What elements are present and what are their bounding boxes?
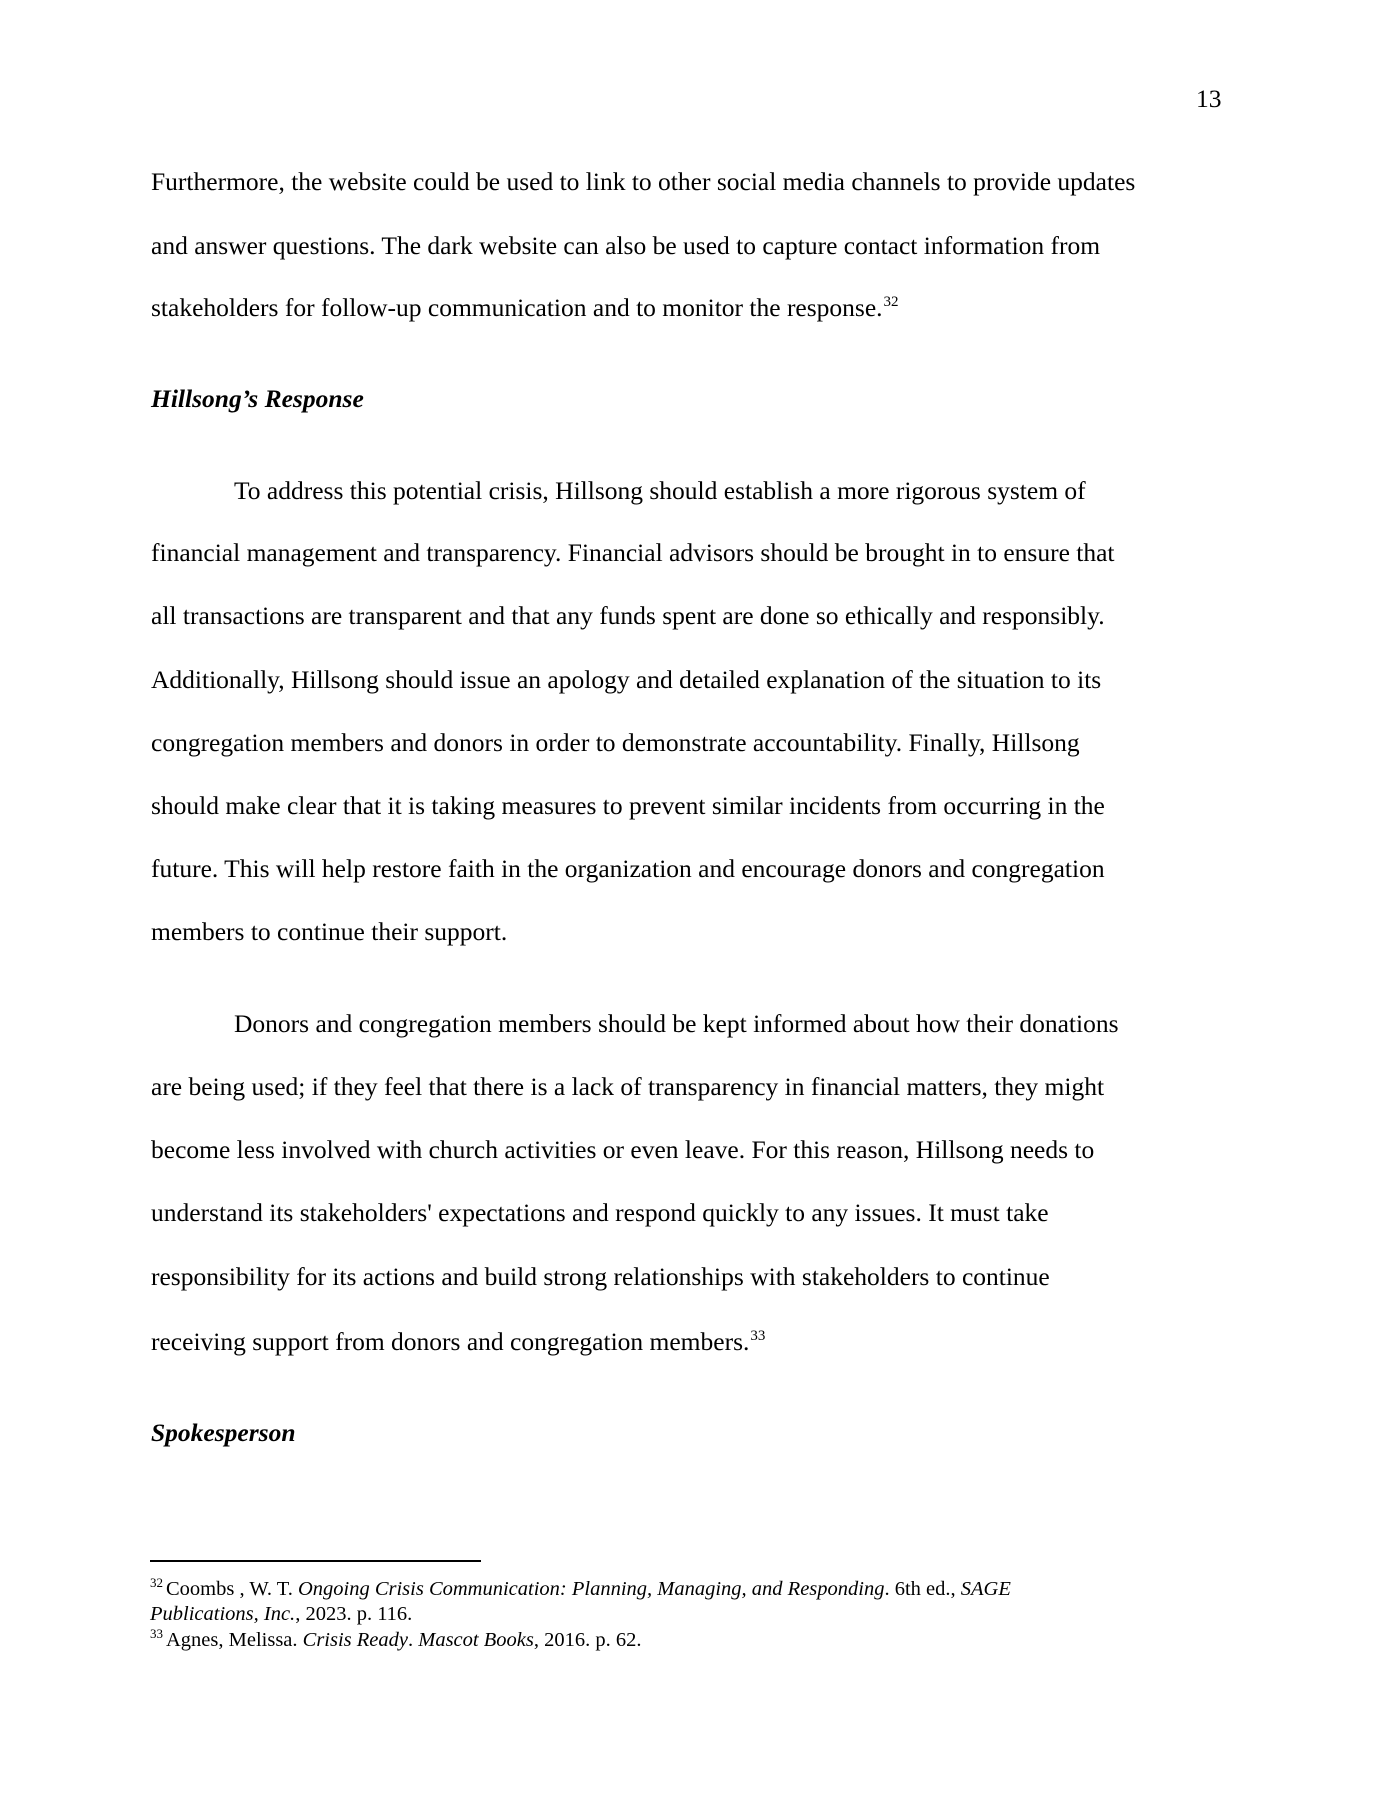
paragraph-3-line-1: Donors and congregation members should be kept informed about how their donations <box>234 1009 1119 1038</box>
paragraph-1-line-2: and answer questions. The dark website can also be used to capture contact information from <box>151 231 1101 260</box>
footnote-32-year-page: , 2023. p. 116. <box>295 1603 413 1625</box>
paragraph-3-line-5: responsibility for its actions and build strong relationships with stakeholders to continue <box>151 1262 1050 1291</box>
paragraph-2-line-7: future. This will help restore faith in the organization and encourage donors and congregation <box>151 854 1105 883</box>
footnote-32-publisher-part2: Publications, Inc. <box>150 1603 296 1625</box>
section-heading-spokesperson: Spokesperson <box>151 1418 296 1447</box>
paragraph-2-line-8: members to continue their support. <box>151 917 508 946</box>
paragraph-1-line-3 <box>151 295 899 321</box>
paragraph-3-line-2: are being used; if they feel that there is a lack of transparency in financial matters, they might <box>151 1072 1105 1101</box>
footnote-33-publisher: Mascot Books <box>418 1629 534 1651</box>
footnote-32-title: Ongoing Crisis Communication: Planning, Managing, and Responding <box>297 1578 885 1600</box>
footnote-ref-32[interactable]: 32 <box>883 294 899 310</box>
footnote-separator <box>150 1560 481 1562</box>
paragraph-2-line-3: all transactions are transparent and that any funds spent are done so ethically and responsibly. <box>151 601 1105 630</box>
paragraph-2-line-5: congregation members and donors in order to demonstrate accountability. Finally, Hillsong <box>151 728 1080 757</box>
footnote-33-sep: . <box>408 1629 419 1651</box>
footnote-ref-33[interactable]: 33 <box>750 1328 766 1344</box>
paragraph-3-line-6 <box>151 1329 765 1355</box>
paragraph-1-line-3-text: stakeholders for follow-up communication and to monitor the response. <box>151 293 883 322</box>
footnote-33-title: Crisis Ready <box>302 1629 408 1651</box>
footnote-32-line-2 <box>150 1604 412 1625</box>
footnote-33-number: 33 <box>150 1626 163 1641</box>
paragraph-2-line-2: financial management and transparency. Financial advisors should be brought in to ensure that <box>151 538 1115 567</box>
footnote-33-line-1 <box>150 1626 642 1651</box>
paragraph-3-line-4: understand its stakeholders' expectations and respond quickly to any issues. It must take <box>151 1198 1049 1227</box>
footnote-32-publisher-part1: SAGE <box>960 1578 1011 1600</box>
footnote-32-edition: . 6th ed., <box>884 1578 961 1600</box>
paragraph-2-line-1: To address this potential crisis, Hillsong should establish a more rigorous system of <box>234 476 1086 505</box>
paragraph-3-line-3: become less involved with church activities or even leave. For this reason, Hillsong needs to <box>151 1135 1095 1164</box>
paragraph-1-line-1: Furthermore, the website could be used to link to other social media channels to provide updates <box>151 167 1136 196</box>
paragraph-2-line-4: Additionally, Hillsong should issue an apology and detailed explanation of the situation to its <box>151 665 1102 694</box>
paragraph-3-line-6-text: receiving support from donors and congregation members. <box>151 1327 750 1356</box>
footnote-32-number: 32 <box>150 1575 163 1590</box>
page-number: 13 <box>1196 84 1222 113</box>
footnote-33-year-page: , 2016. p. 62. <box>533 1629 642 1651</box>
footnote-32-author: Coombs , W. T. <box>166 1578 298 1600</box>
footnote-32-line-1 <box>150 1575 1011 1600</box>
paragraph-2-line-6: should make clear that it is taking measures to prevent similar incidents from occurring in the <box>151 791 1105 820</box>
section-heading-hillsongs-response: Hillsong’s Response <box>151 384 364 413</box>
footnote-33-author: Agnes, Melissa. <box>166 1629 303 1651</box>
